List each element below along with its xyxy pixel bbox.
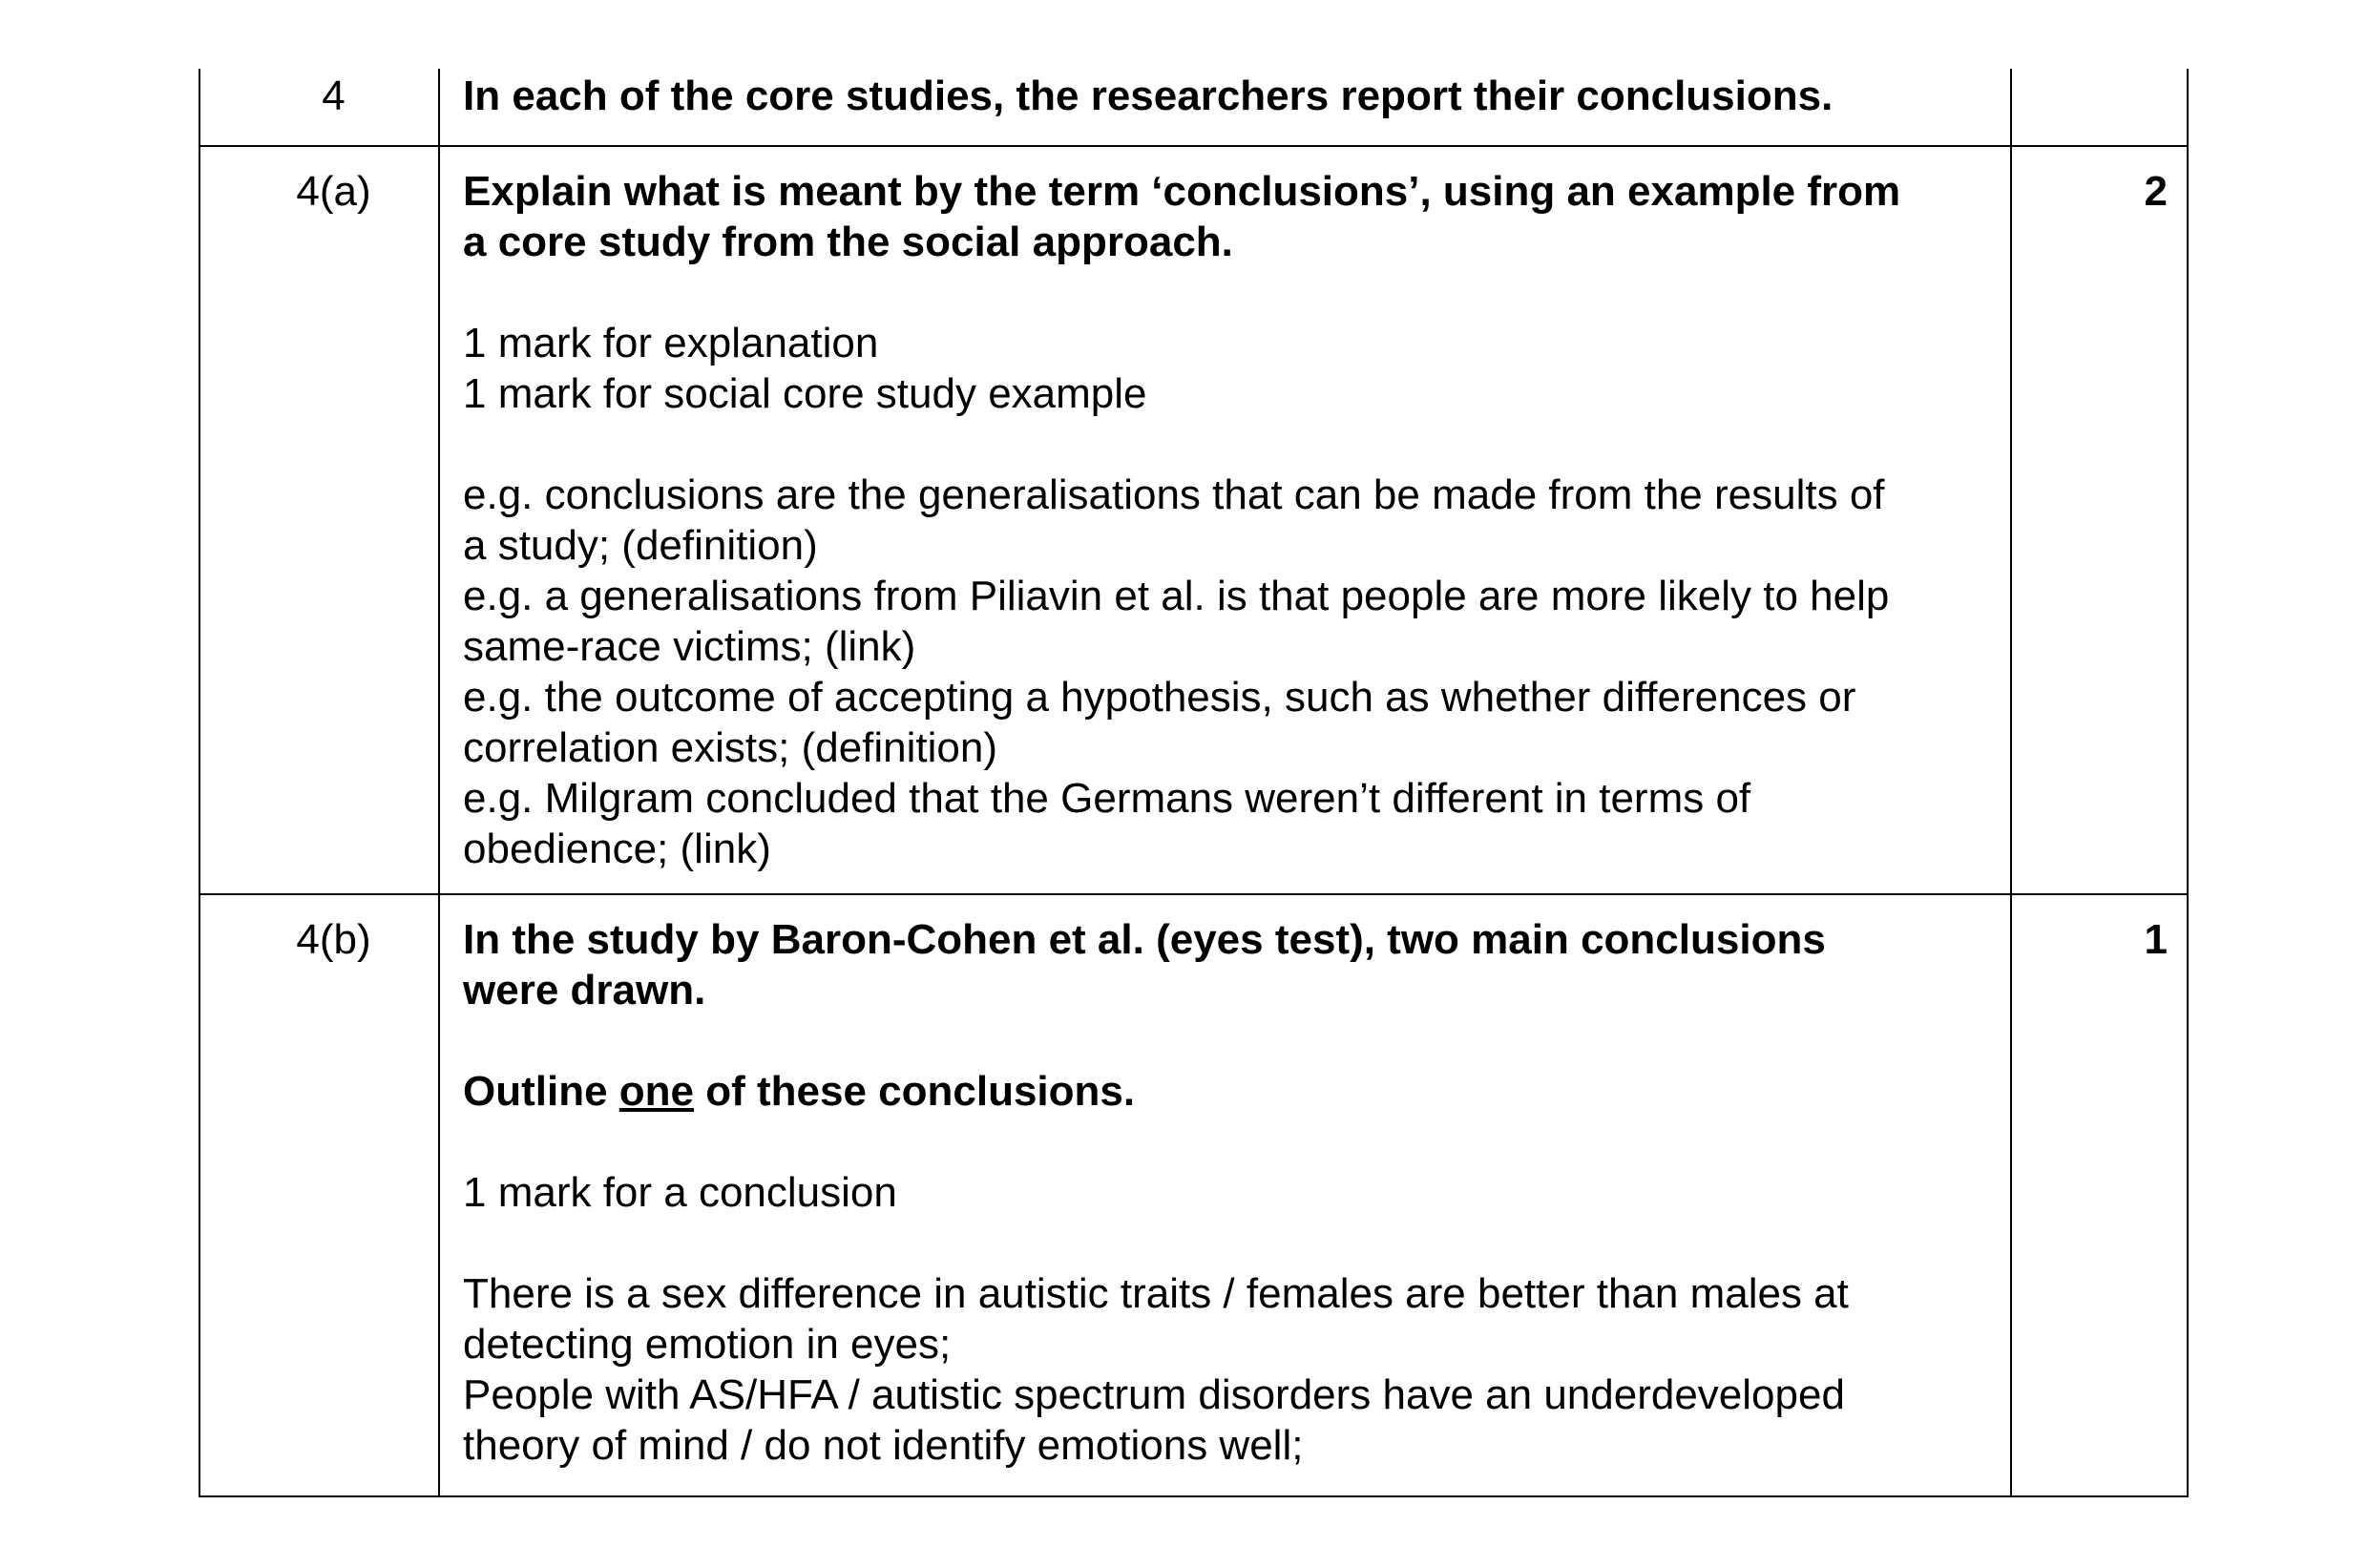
example-answer-line: People with AS/HFA / autistic spectrum disorders have an underdeveloped [463,1371,1845,1418]
example-answer-line: obedience; (link) [463,826,771,872]
question-number: 4 [199,69,439,146]
example-answer-line: e.g. the outcome of accepting a hypothesis, such as whether differences or [463,674,1856,721]
example-answer-line: a study; (definition) [463,522,818,569]
underlined-word: one [618,1068,695,1115]
mark-scheme-table [199,69,2189,1497]
question-prompt: were drawn. [463,967,706,1014]
question-prompt: Explain what is meant by the term ‘conclusions’, using an example from [463,168,1901,215]
question-number: 4(b) [199,894,439,1496]
question-prompt: In the study by Baron-Cohen et al. (eyes test), two main conclusions [463,916,1826,963]
mark-scheme-line: 1 mark for explanation [463,320,879,366]
mark-scheme-line: 1 mark for a conclusion [463,1169,897,1216]
example-answer-line: detecting emotion in eyes; [463,1321,952,1368]
marks-cell [2011,69,2188,146]
question-instruction: Outline one of these conclusions. [463,1068,1136,1115]
answer-cell [439,146,2011,894]
marks-cell: 2 [2011,146,2188,894]
question-stem-cell [439,69,2011,146]
table-row [199,69,2188,146]
question-prompt: a core study from the social approach. [463,219,1233,265]
example-answer-line: correlation exists; (definition) [463,724,998,771]
example-answer-line: same-race victims; (link) [463,623,916,670]
table-row [199,894,2188,1496]
question-number: 4(a) [199,146,439,894]
example-answer-line: e.g. a generalisations from Piliavin et al. is that people are more likely to help [463,573,1890,619]
marks-cell: 1 [2011,894,2188,1496]
example-answer-line: e.g. conclusions are the generalisations that can be made from the results of [463,471,1885,518]
answer-cell [439,894,2011,1496]
example-answer-line: theory of mind / do not identify emotions well; [463,1422,1304,1469]
example-answer-line: e.g. Milgram concluded that the Germans weren’t different in terms of [463,775,1751,822]
question-stem: In each of the core studies, the researchers report their conclusions. [463,73,1834,119]
mark-scheme-line: 1 mark for social core study example [463,370,1147,417]
example-answer-line: There is a sex difference in autistic traits / females are better than males at [463,1270,1849,1317]
table-row [199,146,2188,894]
